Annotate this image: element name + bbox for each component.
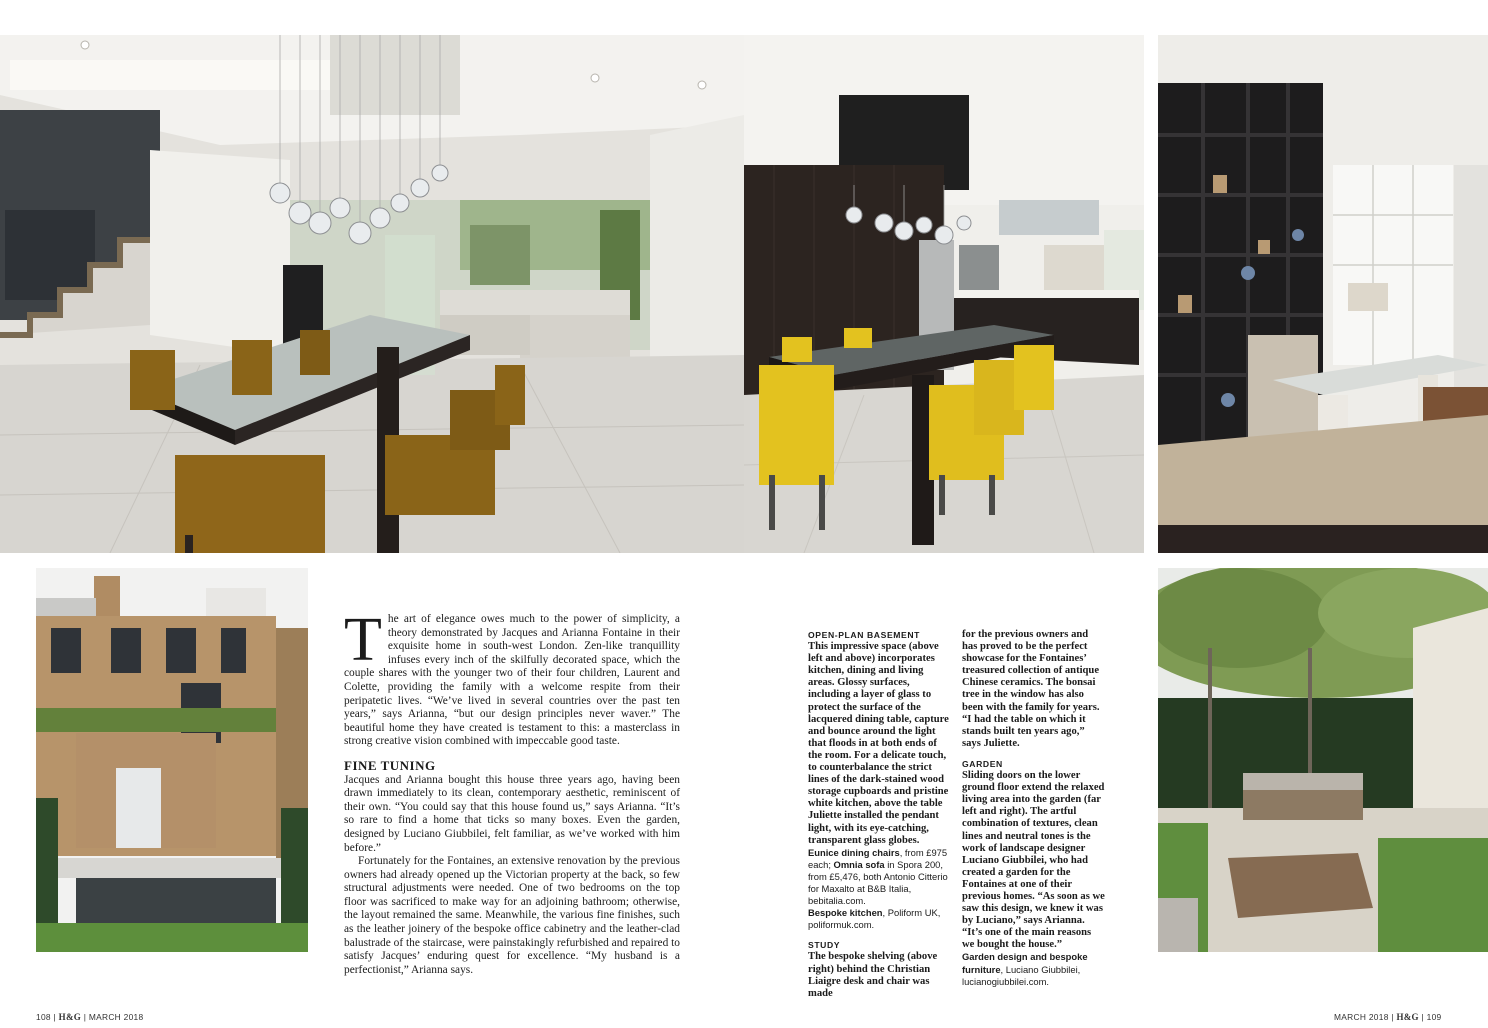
subhead-fine-tuning: FINE TUNING <box>344 757 436 773</box>
caption-head-study: STUDY <box>808 940 841 951</box>
intro-paragraph <box>344 606 680 749</box>
caption-head-garden: GARDEN <box>962 758 1003 769</box>
folio-left: 108 | H&G | MARCH 2018 <box>36 1012 144 1022</box>
page-number-left: 108 <box>36 1012 51 1022</box>
issue-date-right: MARCH 2018 <box>1334 1012 1389 1022</box>
caption-study-full <box>0 0 1 1</box>
folio-right: MARCH 2018 | H&G | 109 <box>1334 1012 1442 1022</box>
caption-head-open-plan: OPEN-PLAN BASEMENT <box>808 630 921 640</box>
photo-dining-living <box>0 35 744 553</box>
caption-column-2 <box>962 629 1106 988</box>
photo-house-exterior <box>36 568 308 952</box>
hg-logo-left: H&G <box>58 1012 82 1022</box>
paragraph-2: Jacques and Arianna bought this house three years ago, having been drawn immediately to its clean, contemporary aesthetic, reminiscent of their own. “You could say that this house found us,” says Arianna. “It’s so rare to find a home that ticks so many boxes. Even the garden, designed by Luciano Giubbilei, felt familiar, as we’ve worked with him before.” <box>344 773 680 854</box>
caption-column-1 <box>808 629 952 1000</box>
caption-text-garden: Sliding doors on the lower ground floor extend the relaxed living area into the garden (far left and right). The artful combination of textures, clean lines and neutral tones is the work of landscape designer Luciano Giubbilei, who had created a garden for the Fontaines at one of their previous homes. “As soon as we saw this design, we knew it was by Luciano,” says Arianna. “It’s one of the main reasons we bought the house.” <box>962 770 1105 951</box>
paragraph-3: Fortunately for the Fontaines, an extensive renovation by the previous owners had already opened up the Victorian property at the back, so few structural adjustments were needed. One of two bedrooms on the top floor was sacrificed to make way for an adjoining bathroom; otherwise, the layout remained the same. Meanwhile, the various fine finishes, such as the leather joinery of the bespoke office cabinetry and the leather-clad balustrade of the staircase, were painstakingly refurbished and repaired to satisfy Jacques’ enduring quest for excellence. “My husband is a perfectionist,” Arianna says. <box>344 855 680 976</box>
caption-text-open-plan: This impressive space (above left and above) incorporates kitchen, dining and living areas. Glossy surfaces, including a layer of glass to protect the surface of the lacquered dining table, capture and bounce around the light that floods in at both ends of the room. For a delicate touch, to counterbalance the strict lines of the dark-stained wood storage cupboards and pristine white kitchen, above the table Juliette installed the pendant light, with its eye-catching, transparent glass globes. <box>808 641 949 846</box>
photo-kitchen-dining <box>744 35 1144 553</box>
drop-cap: T <box>344 606 382 674</box>
caption-text-study-part1: The bespoke shelving (above right) behind the Christian Liaigre desk and chair was made <box>808 951 938 999</box>
caption-credits-open-plan: Eunice dining chairs, from £975 each; Omnia sofa in Spora 200, from £5,476, both Antonio Citterio for Maxalto at B&B Italia, bebitalia.com. Bespoke kitchen, Poliform UK, poliformuk.com. <box>808 846 948 931</box>
page-number-right: 109 <box>1426 1012 1442 1022</box>
photo-study <box>1158 35 1488 553</box>
caption-credits-garden: Garden design and bespoke furniture, Luciano Giubbilei, lucianogiubbilei.com. <box>962 951 1088 987</box>
article-body <box>344 606 680 977</box>
intro-text: he art of elegance owes much to the power of simplicity, a theory demonstrated by Jacques and Arianna Fontaine in their exquisite home in south-west London. Zen-like tranquillity infuses every inch of the skilfully decorated space, which the couple shares with the younger two of their four children, Laurent and Colette, providing the family with a welcome respite from their peripatetic lives. “We’ve lived in several countries over the past ten years,” says Arianna, “but our design principles never waver.” The beautiful home they have created is testament to this: a masterclass in strong creative vision combined with impeccable good taste. <box>344 613 680 748</box>
issue-date-left: MARCH 2018 <box>88 1012 144 1022</box>
hg-logo-right: H&G <box>1396 1012 1419 1022</box>
caption-text-study-part2: for the previous owners and has proved to be the perfect showcase for the Fontaines’ treasured collection of antique Chinese ceramics. The bonsai tree in the window has also been with the family for years. “I had the table on which it stands built ten years ago,” says Juliette. <box>962 629 1100 749</box>
photo-garden <box>1158 568 1488 952</box>
